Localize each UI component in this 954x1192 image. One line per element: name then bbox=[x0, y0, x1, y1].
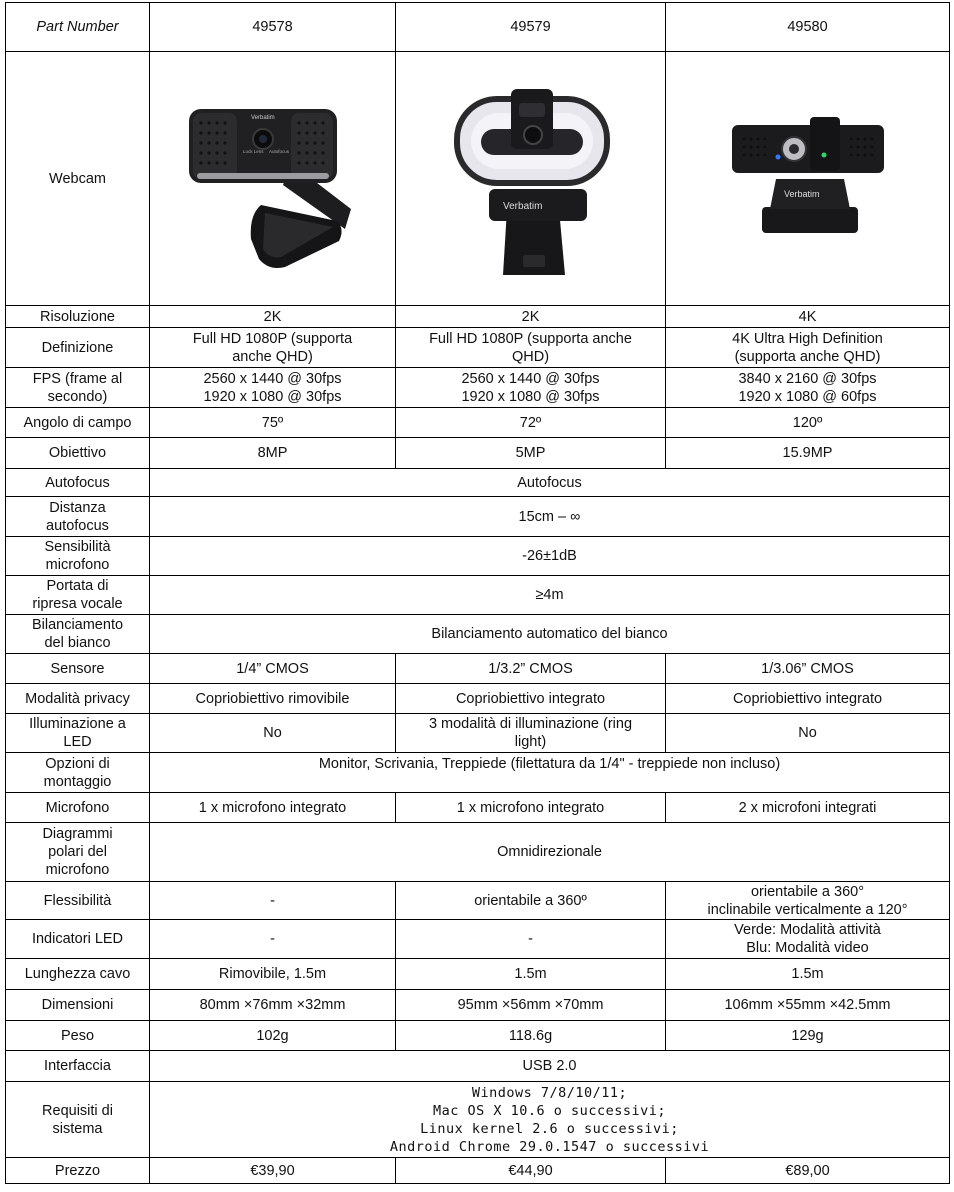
webcam-49579-image bbox=[441, 79, 621, 279]
row-bilanciamento bbox=[6, 615, 950, 654]
cavo-49579: 1.5m bbox=[396, 959, 666, 990]
angolo-49579: 72º bbox=[396, 408, 666, 438]
peso-49578: 102g bbox=[150, 1021, 396, 1051]
label-cavo: Lunghezza cavo bbox=[6, 959, 150, 990]
diagrammi-value: Omnidirezionale bbox=[150, 823, 950, 882]
dimensioni-49580: 106mm ×55mm ×42.5mm bbox=[666, 990, 950, 1021]
label-fps: FPS (frame al secondo) bbox=[6, 368, 150, 408]
row-dimensioni bbox=[6, 990, 950, 1021]
cam3-brand: Verbatim bbox=[783, 188, 820, 199]
obiettivo-49578: 8MP bbox=[150, 438, 396, 469]
part-49580: 49580 bbox=[666, 3, 950, 52]
row-autofocus bbox=[6, 469, 950, 497]
privacy-49580: Copriobiettivo integrato bbox=[666, 684, 950, 714]
label-angolo: Angolo di campo bbox=[6, 408, 150, 438]
label-indicatori: Indicatori LED bbox=[6, 920, 150, 959]
portata-value: ≥4m bbox=[150, 576, 950, 615]
peso-49580: 129g bbox=[666, 1021, 950, 1051]
cam1-brand: Verbatim bbox=[250, 114, 275, 121]
fps-49580: 3840 x 2160 @ 30fps 1920 x 1080 @ 60fps bbox=[666, 368, 950, 408]
cam1-tag-lock: Lock Lens bbox=[242, 148, 264, 154]
autofocus-value: Autofocus bbox=[150, 469, 950, 497]
label-microfono: Microfono bbox=[6, 793, 150, 823]
label-part-number: Part Number bbox=[6, 3, 150, 52]
label-sensibilita: Sensibilità microfono bbox=[6, 537, 150, 576]
indicatori-49579: - bbox=[396, 920, 666, 959]
label-diagrammi: Diagrammi polari del microfono bbox=[6, 823, 150, 882]
row-distanza bbox=[6, 497, 950, 537]
webcam-49580-image bbox=[718, 99, 898, 259]
row-cavo bbox=[6, 959, 950, 990]
requisiti-value: Windows 7/8/10/11; Mac OS X 10.6 o successivi; Linux kernel 2.6 o successivi; Android Chrome 29.0.1547 o successivi bbox=[150, 1082, 950, 1158]
obiettivo-49579: 5MP bbox=[396, 438, 666, 469]
flessibilita-49578: - bbox=[150, 882, 396, 920]
fps-49579: 2560 x 1440 @ 30fps 1920 x 1080 @ 30fps bbox=[396, 368, 666, 408]
label-interfaccia: Interfaccia bbox=[6, 1051, 150, 1082]
privacy-49578: Copriobiettivo rimovibile bbox=[150, 684, 396, 714]
row-sensore bbox=[6, 654, 950, 684]
row-sensibilita bbox=[6, 537, 950, 576]
obiettivo-49580: 15.9MP bbox=[666, 438, 950, 469]
sensore-49580: 1/3.06” CMOS bbox=[666, 654, 950, 684]
row-risoluzione bbox=[6, 306, 950, 328]
label-definizione: Definizione bbox=[6, 328, 150, 368]
label-illuminazione: Illuminazione a LED bbox=[6, 714, 150, 753]
indicatori-49578: - bbox=[150, 920, 396, 959]
row-microfono bbox=[6, 793, 950, 823]
row-peso bbox=[6, 1021, 950, 1051]
label-prezzo: Prezzo bbox=[6, 1158, 150, 1184]
label-privacy: Modalità privacy bbox=[6, 684, 150, 714]
row-portata bbox=[6, 576, 950, 615]
interfaccia-value: USB 2.0 bbox=[150, 1051, 950, 1082]
illuminazione-49579: 3 modalità di illuminazione (ring light) bbox=[396, 714, 666, 753]
dimensioni-49579: 95mm ×56mm ×70mm bbox=[396, 990, 666, 1021]
cavo-49578: Rimovibile, 1.5m bbox=[150, 959, 396, 990]
flessibilita-49579: orientabile a 360º bbox=[396, 882, 666, 920]
cam1-tag-autofocus: Autofocus bbox=[268, 148, 289, 154]
bilanciamento-value: Bilanciamento automatico del bianco bbox=[150, 615, 950, 654]
cam2-brand: Verbatim bbox=[502, 200, 542, 212]
sensore-49579: 1/3.2” CMOS bbox=[396, 654, 666, 684]
row-privacy bbox=[6, 684, 950, 714]
label-bilanciamento: Bilanciamento del bianco bbox=[6, 615, 150, 654]
webcam-image-49578 bbox=[150, 52, 396, 306]
row-prezzo bbox=[6, 1158, 950, 1184]
row-webcam bbox=[6, 52, 950, 306]
row-requisiti bbox=[6, 1082, 950, 1158]
dimensioni-49578: 80mm ×76mm ×32mm bbox=[150, 990, 396, 1021]
risoluzione-49580: 4K bbox=[666, 306, 950, 328]
illuminazione-49578: No bbox=[150, 714, 396, 753]
illuminazione-49580: No bbox=[666, 714, 950, 753]
part-49579: 49579 bbox=[396, 3, 666, 52]
flessibilita-49580: orientabile a 360° inclinabile verticalmente a 120° bbox=[666, 882, 950, 920]
row-illuminazione bbox=[6, 714, 950, 753]
label-autofocus: Autofocus bbox=[6, 469, 150, 497]
prezzo-49578: €39,90 bbox=[150, 1158, 396, 1184]
definizione-49578: Full HD 1080P (supporta anche QHD) bbox=[150, 328, 396, 368]
definizione-49579: Full HD 1080P (supporta anche QHD) bbox=[396, 328, 666, 368]
fps-49578: 2560 x 1440 @ 30fps 1920 x 1080 @ 30fps bbox=[150, 368, 396, 408]
cavo-49580: 1.5m bbox=[666, 959, 950, 990]
prezzo-49580: €89,00 bbox=[666, 1158, 950, 1184]
part-49578: 49578 bbox=[150, 3, 396, 52]
distanza-value: 15cm – ∞ bbox=[150, 497, 950, 537]
row-part-number bbox=[6, 3, 950, 52]
angolo-49580: 120º bbox=[666, 408, 950, 438]
risoluzione-49579: 2K bbox=[396, 306, 666, 328]
label-peso: Peso bbox=[6, 1021, 150, 1051]
row-flessibilita bbox=[6, 882, 950, 920]
microfono-49580: 2 x microfoni integrati bbox=[666, 793, 950, 823]
prezzo-49579: €44,90 bbox=[396, 1158, 666, 1184]
angolo-49578: 75º bbox=[150, 408, 396, 438]
label-portata: Portata di ripresa vocale bbox=[6, 576, 150, 615]
row-interfaccia bbox=[6, 1051, 950, 1082]
montaggio-value: Monitor, Scrivania, Treppiede (filettatura da 1/4" - treppiede non incluso) bbox=[150, 753, 950, 793]
webcam-49578-image bbox=[173, 89, 373, 269]
label-risoluzione: Risoluzione bbox=[6, 306, 150, 328]
microfono-49579: 1 x microfono integrato bbox=[396, 793, 666, 823]
spec-table bbox=[5, 2, 950, 1184]
microfono-49578: 1 x microfono integrato bbox=[150, 793, 396, 823]
row-montaggio bbox=[6, 753, 950, 793]
row-indicatori bbox=[6, 920, 950, 959]
privacy-49579: Copriobiettivo integrato bbox=[396, 684, 666, 714]
row-obiettivo bbox=[6, 438, 950, 469]
webcam-image-49580 bbox=[666, 52, 950, 306]
label-obiettivo: Obiettivo bbox=[6, 438, 150, 469]
peso-49579: 118.6g bbox=[396, 1021, 666, 1051]
row-angolo bbox=[6, 408, 950, 438]
definizione-49580: 4K Ultra High Definition (supporta anche QHD) bbox=[666, 328, 950, 368]
indicatori-49580: Verde: Modalità attività Blu: Modalità video bbox=[666, 920, 950, 959]
risoluzione-49578: 2K bbox=[150, 306, 396, 328]
label-dimensioni: Dimensioni bbox=[6, 990, 150, 1021]
row-diagrammi bbox=[6, 823, 950, 882]
label-webcam: Webcam bbox=[6, 52, 150, 306]
label-flessibilita: Flessibilità bbox=[6, 882, 150, 920]
label-requisiti: Requisiti di sistema bbox=[6, 1082, 150, 1158]
label-sensore: Sensore bbox=[6, 654, 150, 684]
label-distanza: Distanza autofocus bbox=[6, 497, 150, 537]
webcam-image-49579 bbox=[396, 52, 666, 306]
sensore-49578: 1/4” CMOS bbox=[150, 654, 396, 684]
row-definizione bbox=[6, 328, 950, 368]
sensibilita-value: -26±1dB bbox=[150, 537, 950, 576]
row-fps bbox=[6, 368, 950, 408]
label-montaggio: Opzioni di montaggio bbox=[6, 753, 150, 793]
